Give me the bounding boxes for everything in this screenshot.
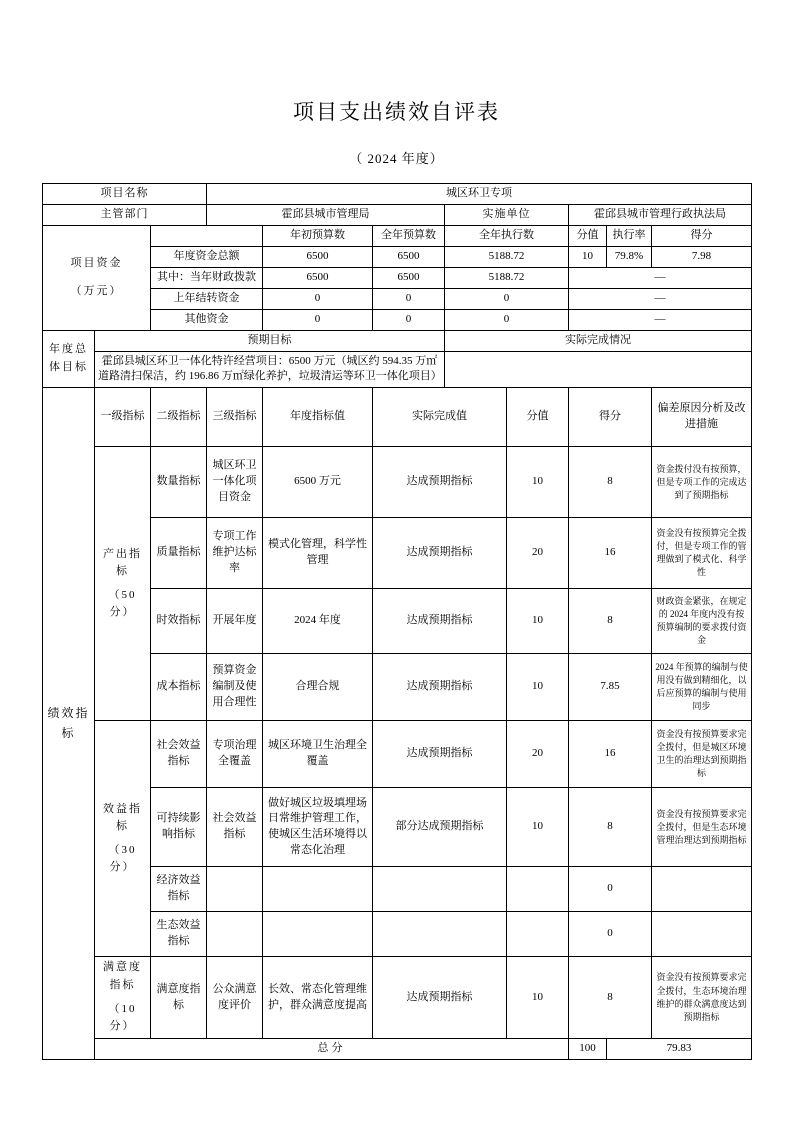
- row-label-fiscal: 其中：当年财政拨款: [151, 267, 263, 288]
- indicator-level2: 质量指标: [151, 518, 207, 589]
- other-budget: 0: [373, 309, 445, 330]
- indicator-score-value: 20: [507, 721, 569, 788]
- indicator-actual: 达成预期指标: [373, 518, 507, 589]
- indicator-deviation: 财政资金紧张，在规定的 2024 年度内没有按预算编制的要求拨付资金: [652, 589, 752, 654]
- group-output: 产出指标 （50 分）: [95, 447, 151, 721]
- indicator-deviation: 资金没有按预算要求完全拨付，但是城区环境卫生的治理达到预期指标: [652, 721, 752, 788]
- indicator-score: 8: [569, 447, 652, 518]
- indicator-level3: 开展年度: [207, 589, 263, 654]
- value-supervisor-dept: 霍邱县城市管理局: [207, 204, 445, 225]
- label-project-funds: 项目资金 （万元）: [43, 225, 151, 330]
- value-expected-goal: 霍邱县城区环卫一体化特许经营项目：6500 万元（城区约 594.35 万㎡道路清扫保洁，约 196.86 万㎡绿化养护，垃圾清运等环卫一体化项目）: [95, 351, 445, 388]
- other-initial: 0: [263, 309, 373, 330]
- indicator-level3: 公众满意度评价: [207, 957, 263, 1038]
- indicator-actual: [373, 867, 507, 912]
- indicator-score: 7.85: [569, 654, 652, 721]
- indicator-score-value: 10: [507, 447, 569, 518]
- indicator-target: [263, 867, 373, 912]
- indicator-score-value: 10: [507, 589, 569, 654]
- total-score-value: 100: [569, 1038, 607, 1059]
- row-label-annual-total: 年度资金总额: [151, 246, 263, 267]
- indicator-level2: 时效指标: [151, 589, 207, 654]
- indicator-level3: [207, 867, 263, 912]
- indicator-deviation: [652, 867, 752, 912]
- table-row-funds-header: [43, 225, 752, 246]
- indicator-deviation: [652, 912, 752, 957]
- carryover-initial: 0: [263, 288, 373, 309]
- col-indicator-score-value: 分值: [507, 388, 569, 447]
- indicator-level3: [207, 912, 263, 957]
- indicator-deviation: 2024 年预算的编制与使用没有做到精细化，以后应预算的编制与使用同步: [652, 654, 752, 721]
- indicator-deviation: 资金没有按预算要求完全拨付，但是生态环境管理治理达到预期指标: [652, 788, 752, 867]
- fiscal-exec: 5188.72: [445, 267, 569, 288]
- total-score: 79.83: [607, 1038, 752, 1059]
- row-label-other-funds: 其他资金: [151, 309, 263, 330]
- indicator-level3: 社会效益指标: [207, 788, 263, 867]
- indicator-level2: 满意度指标: [151, 957, 207, 1038]
- label-expected-goal: 预期目标: [95, 330, 445, 351]
- indicator-level3: 城区环卫一体化项目资金: [207, 447, 263, 518]
- other-exec: 0: [445, 309, 569, 330]
- annual-total-initial: 6500: [263, 246, 373, 267]
- page-title: 项目支出绩效自评表: [293, 100, 500, 124]
- indicator-level2: 经济效益指标: [151, 867, 207, 912]
- indicator-score: 0: [569, 912, 652, 957]
- label-total: 总分: [95, 1038, 569, 1059]
- col-deviation: 偏差原因分析及改进措施: [652, 388, 752, 447]
- label-annual-overall-goal: 年度总体目标: [43, 330, 95, 388]
- indicator-score-value: 10: [507, 957, 569, 1038]
- indicator-actual: 部分达成预期指标: [373, 788, 507, 867]
- value-implementing-unit: 霍邱县城市管理行政执法局: [569, 204, 752, 225]
- carryover-dash: —: [569, 288, 752, 309]
- indicator-score-value: 10: [507, 654, 569, 721]
- value-project-name: 城区环卫专项: [207, 184, 752, 205]
- table-row-indicator-quantity: [43, 447, 752, 518]
- indicator-level2: 成本指标: [151, 654, 207, 721]
- fiscal-year-line: （ 2024 年度）: [349, 151, 444, 166]
- indicator-target: 合理合规: [263, 654, 373, 721]
- table-row-indicator-social-benefit: [43, 721, 752, 788]
- other-dash: —: [569, 309, 752, 330]
- indicator-level2: 生态效益指标: [151, 912, 207, 957]
- indicator-deviation: 资金没有按预算要求完全拨付，生态环境治理维护的群众满意度达到预期指标: [652, 957, 752, 1038]
- indicator-target: 城区环境卫生治理全覆盖: [263, 721, 373, 788]
- col-full-year-exec: 全年执行数: [445, 225, 569, 246]
- table-row-total: [43, 1038, 752, 1059]
- indicator-actual: 达成预期指标: [373, 447, 507, 518]
- label-supervisor-dept: 主管部门: [43, 204, 207, 225]
- indicator-actual: [373, 912, 507, 957]
- indicator-actual: 达成预期指标: [373, 589, 507, 654]
- col-indicator-score: 得分: [569, 388, 652, 447]
- indicator-score-value: [507, 867, 569, 912]
- table-row-project-name: [43, 184, 752, 205]
- indicator-target: 做好城区垃圾填埋场日常维护管理工作，使城区生活环境得以常态化治理: [263, 788, 373, 867]
- row-label-carryover: 上年结转资金: [151, 288, 263, 309]
- label-actual-completion: 实际完成情况: [445, 330, 752, 351]
- indicator-score: 16: [569, 721, 652, 788]
- group-benefit: 效益指标 （30 分）: [95, 721, 151, 957]
- table-row-goal-body: [43, 351, 752, 388]
- indicator-target: 模式化管理，科学性管理: [263, 518, 373, 589]
- indicator-actual: 达成预期指标: [373, 957, 507, 1038]
- col-score: 得分: [652, 225, 752, 246]
- indicator-score: 8: [569, 788, 652, 867]
- indicator-score-value: [507, 912, 569, 957]
- indicator-target: 长效、常态化管理维护，群众满意度提高: [263, 957, 373, 1038]
- label-implementing-unit: 实施单位: [445, 204, 569, 225]
- indicator-score-value: 20: [507, 518, 569, 589]
- indicator-level2: 社会效益指标: [151, 721, 207, 788]
- group-satisfaction: 满意度指标 （10 分）: [95, 957, 151, 1038]
- indicator-score-value: 10: [507, 788, 569, 867]
- annual-total-exec-rate: 79.8%: [607, 246, 652, 267]
- col-actual-value: 实际完成值: [373, 388, 507, 447]
- indicator-actual: 达成预期指标: [373, 721, 507, 788]
- indicator-score: 0: [569, 867, 652, 912]
- col-full-year-budget: 全年预算数: [373, 225, 445, 246]
- annual-total-score-value: 10: [569, 246, 607, 267]
- fiscal-initial: 6500: [263, 267, 373, 288]
- col-level3: 三级指标: [207, 388, 263, 447]
- indicator-level3: 专项工作维护达标率: [207, 518, 263, 589]
- indicator-level3: 专项治理全覆盖: [207, 721, 263, 788]
- table-row-departments: [43, 204, 752, 225]
- col-level2: 二级指标: [151, 388, 207, 447]
- col-level1: 一级指标: [95, 388, 151, 447]
- indicator-target: 2024 年度: [263, 589, 373, 654]
- indicator-actual: 达成预期指标: [373, 654, 507, 721]
- annual-total-score: 7.98: [652, 246, 752, 267]
- col-score-value: 分值: [569, 225, 607, 246]
- annual-total-exec: 5188.72: [445, 246, 569, 267]
- indicator-level2: 可持续影响指标: [151, 788, 207, 867]
- table-row-indicator-satisfaction: [43, 957, 752, 1038]
- table-row-goal-header: [43, 330, 752, 351]
- label-perf-indicator: 绩效指标: [43, 388, 95, 1059]
- value-actual-completion: [445, 351, 752, 388]
- indicator-target: 6500 万元: [263, 447, 373, 518]
- indicator-level3: 预算资金编制及使用合理性: [207, 654, 263, 721]
- indicator-target: [263, 912, 373, 957]
- fiscal-budget: 6500: [373, 267, 445, 288]
- indicator-deviation: 资金拨付没有按预算，但是专项工作的完成达到了预期指标: [652, 447, 752, 518]
- performance-self-evaluation-table: [42, 183, 752, 1060]
- col-initial-budget: 年初预算数: [263, 225, 373, 246]
- annual-total-budget: 6500: [373, 246, 445, 267]
- indicator-level2: 数量指标: [151, 447, 207, 518]
- carryover-budget: 0: [373, 288, 445, 309]
- table-row-indicator-header: [43, 388, 752, 447]
- indicator-score: 8: [569, 589, 652, 654]
- carryover-exec: 0: [445, 288, 569, 309]
- col-annual-target-value: 年度指标值: [263, 388, 373, 447]
- funds-header-blank: [151, 225, 263, 246]
- indicator-score: 8: [569, 957, 652, 1038]
- indicator-score: 16: [569, 518, 652, 589]
- fiscal-dash: —: [569, 267, 752, 288]
- indicator-deviation: 资金没有按预算完全拨付，但是专项工作的管理做到了模式化、科学性: [652, 518, 752, 589]
- col-exec-rate: 执行率: [607, 225, 652, 246]
- label-project-name: 项目名称: [43, 184, 207, 205]
